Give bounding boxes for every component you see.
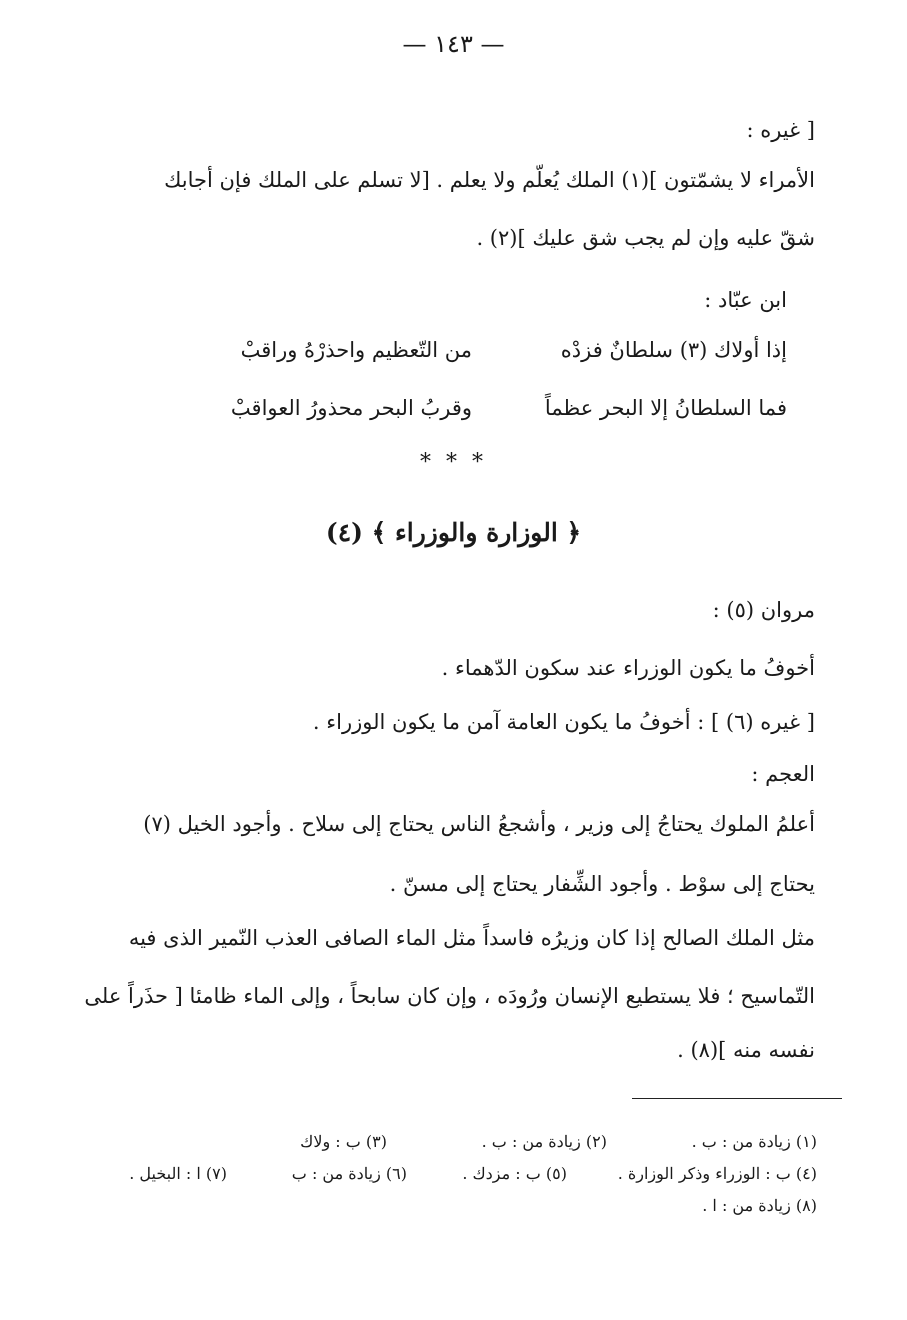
verse-hemistich-1b: من التّعظيم واحذرْهُ وراقبْ xyxy=(240,338,472,362)
text-line: التّماسيح ؛ فلا يستطيع الإنسان ورُودَه ، وإن كان سابحاً ، وإلى الماء ظامئا [ حذَراً على xyxy=(84,984,815,1008)
text-line: الأمراء لا يشمّتون ](١) الملك يُعلّم ولا يعلم . [لا تسلم على الملك فإن أجابك xyxy=(164,168,815,192)
section-separator: * * * xyxy=(420,450,487,475)
verse-hemistich-1a: إذا أولاك (٣) سلطانٌ فزدْه xyxy=(560,338,787,362)
footnote-divider xyxy=(632,1098,842,1099)
section-heading: ﴿ الوزارة والوزراء ﴾ (٤) xyxy=(325,518,582,547)
text-line: أخوفُ ما يكون الوزراء عند سكون الدّهماء . xyxy=(441,656,815,680)
text-line: مثل الملك الصالح إذا كان وزيرُه فاسداً مثل الماء الصافى العذب النّمير الذى فيه xyxy=(128,926,815,950)
page-number: — ١٤٣ — xyxy=(402,30,505,58)
speaker-label: ابن عبّاد : xyxy=(704,288,787,312)
footnote-1: (١) زيادة من : ب . xyxy=(691,1132,817,1151)
speaker-label: العجم : xyxy=(751,762,815,786)
speaker-label: مروان (٥) : xyxy=(712,598,815,622)
footnote-8: (٨) زيادة من : ا . xyxy=(702,1196,817,1215)
verse-hemistich-2a: فما السلطانُ إلا البحر عظماً xyxy=(544,396,787,420)
footnote-4: (٤) ب : الوزراء وذكر الوزارة . xyxy=(617,1164,817,1183)
verse-hemistich-2b: وقربُ البحر محذورُ العواقبْ xyxy=(230,396,472,420)
text-line: أعلمُ الملوك يحتاجُ إلى وزير ، وأشجعُ الناس يحتاج إلى سلاح . وأجود الخيل (٧) xyxy=(143,812,815,836)
speaker-label: [ غيره : xyxy=(746,118,815,142)
footnote-5: (٥) ب : مزدك . xyxy=(462,1164,567,1183)
text-line: يحتاج إلى سوْط . وأجود الشِّفار يحتاج إلى مسنّ . xyxy=(389,872,815,896)
footnote-6: (٦) زيادة من : ب xyxy=(291,1164,407,1183)
text-line: شقّ عليه وإن لم يجب شق عليك ](٢) . xyxy=(476,226,815,250)
footnote-3: (٣) ب : ولاك xyxy=(300,1132,387,1151)
text-line: [ غيره (٦) ] : أخوفُ ما يكون العامة آمن ما يكون الوزراء . xyxy=(312,710,815,734)
footnote-7: (٧) ا : البخيل . xyxy=(129,1164,227,1183)
text-line: نفسه منه ](٨) . xyxy=(677,1038,815,1062)
footnote-2: (٢) زيادة من : ب . xyxy=(481,1132,607,1151)
